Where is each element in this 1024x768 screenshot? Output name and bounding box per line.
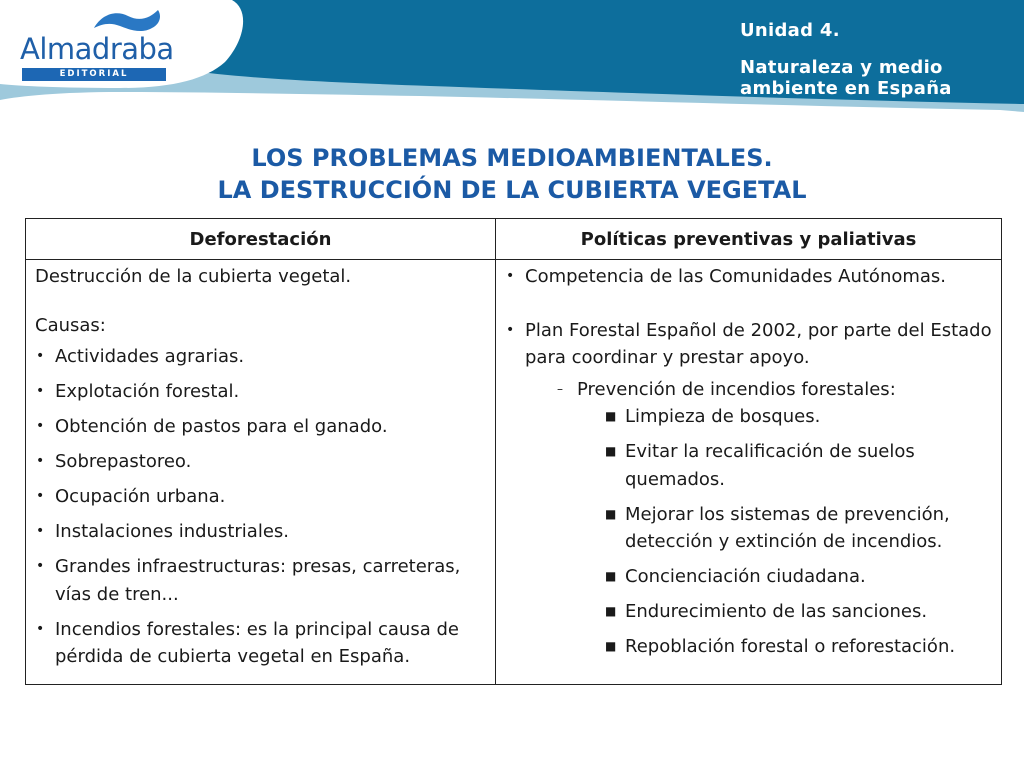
dash-icon: –	[557, 381, 563, 396]
unit-label: Unidad 4.	[740, 20, 840, 41]
table-body-row	[26, 260, 1002, 685]
square-bullet-icon: ■	[605, 444, 617, 458]
slide-title	[0, 142, 1024, 206]
header-band	[0, 0, 1024, 118]
bullet-icon: •	[506, 321, 515, 338]
title-line-1: LOS PROBLEMAS MEDIOAMBIENTALES.	[251, 144, 773, 172]
almadraba-logo	[18, 6, 174, 80]
bullet-icon: •	[36, 488, 45, 504]
list-item: • Explotación forestal.	[35, 378, 486, 406]
bullet-icon: •	[36, 523, 45, 539]
logo-text: Almadraba	[20, 32, 174, 66]
bullet-icon: •	[36, 418, 45, 434]
title-line-2: LA DESTRUCCIÓN DE LA CUBIERTA VEGETAL	[217, 176, 807, 204]
causes-list	[35, 343, 486, 671]
table-header-row	[26, 219, 1002, 260]
bullet-icon: •	[36, 348, 45, 364]
square-bullet-icon: ■	[605, 569, 617, 583]
list-item: • Ocupación urbana.	[35, 483, 486, 511]
deforestation-intro: Destrucción de la cubierta vegetal.	[35, 266, 352, 287]
bullet-icon: •	[36, 558, 45, 574]
policies-cell	[496, 260, 1002, 685]
comparison-table	[25, 218, 1002, 685]
list-item: • Competencia de las Comunidades Autónomas.	[505, 263, 992, 291]
bullet-icon: •	[36, 453, 45, 469]
bullet-icon: •	[506, 268, 515, 284]
list-item: ■ Limpieza de bosques.	[605, 403, 992, 431]
spacer	[35, 291, 486, 312]
list-item: • Grandes infraestructuras: presas, carreteras, vías de tren...	[35, 553, 486, 608]
bullet-icon: •	[36, 383, 45, 399]
list-item: • Instalaciones industriales.	[35, 518, 486, 546]
list-item: • Incendios forestales: es la principal causa de pérdida de cubierta vegetal en España.	[35, 616, 486, 671]
square-bullet-icon: ■	[605, 604, 617, 618]
list-item: • Obtención de pastos para el ganado.	[35, 413, 486, 441]
square-bullet-icon: ■	[605, 639, 617, 653]
causes-label: Causas:	[35, 314, 106, 336]
list-item: ■ Repoblación forestal o reforestación.	[605, 633, 992, 661]
list-item: • Plan Forestal Español de 2002, por parte del Estado para coordinar y prestar apoyo. – Prevención de incendios forestales: ■ Limpieza de bosques. ■ Evitar la recalificación de suelos quemados. ■ Mejorar los sistemas de prevención, detección y extinción de incendios. ■ Concienciación ciudadana. ■ Endurecimiento de las sanciones. ■ Repoblación forestal o reforestación.	[505, 317, 992, 661]
header-policies: Políticas preventivas y paliativas	[496, 219, 1002, 260]
list-item: • Actividades agrarias.	[35, 343, 486, 371]
list-item: • Sobrepastoreo.	[35, 448, 486, 476]
deforestation-cell	[26, 260, 496, 685]
fire-prevention-measures	[577, 403, 992, 661]
list-item: ■ Endurecimiento de las sanciones.	[605, 598, 992, 626]
logo-editorial-label: EDITORIAL	[22, 68, 166, 81]
policies-list	[505, 263, 992, 661]
bullet-icon: •	[36, 620, 45, 637]
list-item: ■ Mejorar los sistemas de prevención, detección y extinción de incendios.	[605, 501, 992, 556]
subject-label: Naturaleza y medio ambiente en España	[740, 57, 952, 99]
square-bullet-icon: ■	[605, 409, 617, 423]
header-deforestation: Deforestación	[26, 219, 496, 260]
square-bullet-icon: ■	[605, 506, 617, 521]
list-item: ■ Evitar la recalificación de suelos quemados.	[605, 438, 992, 493]
fire-prevention-list	[525, 376, 992, 661]
list-item: ■ Concienciación ciudadana.	[605, 563, 992, 591]
list-item: – Prevención de incendios forestales: ■ Limpieza de bosques. ■ Evitar la recalificación de suelos quemados. ■ Mejorar los sistemas de prevención, detección y extinción de incendios. ■ Concienciación ciudadana. ■ Endurecimiento de las sanciones. ■ Repoblación forestal o reforestación.	[557, 376, 992, 661]
